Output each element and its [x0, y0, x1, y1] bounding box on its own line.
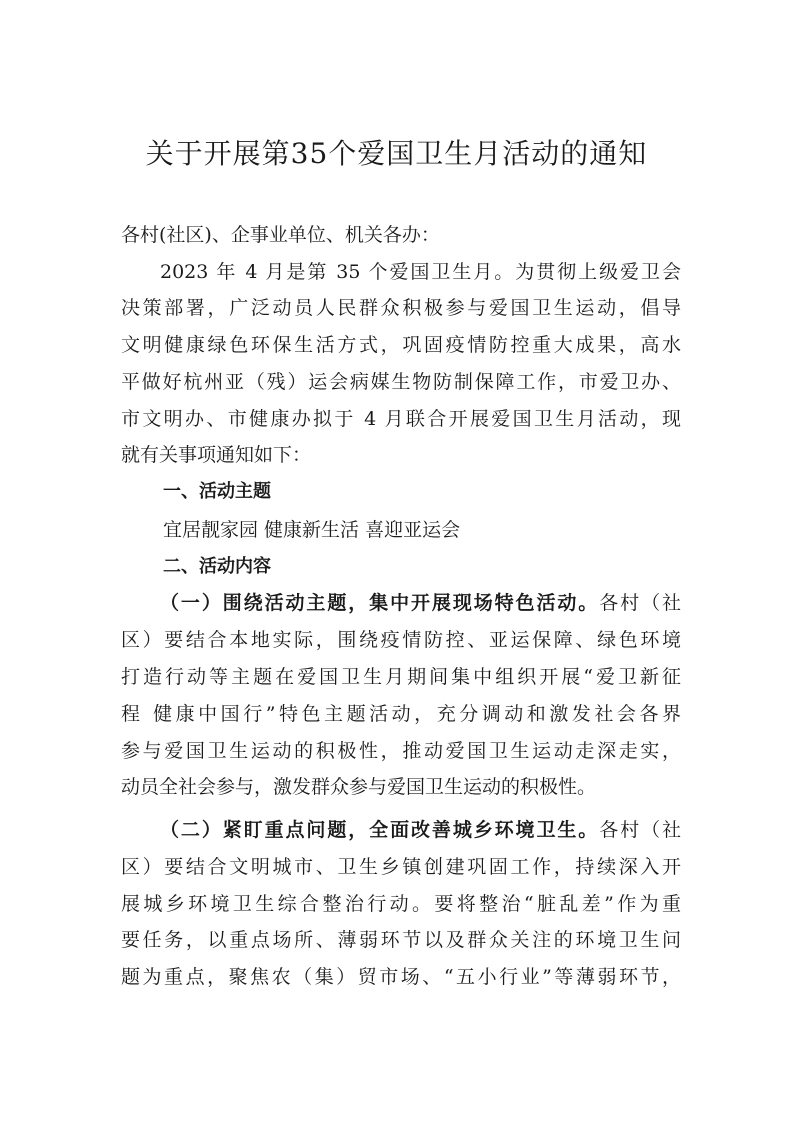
- item2-line: 展城乡环境卫生综合整治行动。要将整治“脏乱差”作为重: [121, 893, 681, 915]
- item1-line: 程 健康中国行”特色主题活动，充分调动和激发社会各界: [121, 703, 681, 725]
- item1-line: 参与爱国卫生运动的积极性，推动爱国卫生运动走深走实，: [121, 740, 681, 762]
- item1-line: 区）要结合本地实际，围绕疫情防控、亚运保障、绿色环境: [121, 629, 681, 651]
- item2-lead: （二）紧盯重点问题，全面改善城乡环境卫生。: [160, 819, 600, 841]
- intro-line: 决策部署，广泛动员人民群众积极参与爱国卫生运动，倡导: [121, 297, 681, 319]
- item2-line: 区）要结合文明城市、卫生乡镇创建巩固工作，持续深入开: [121, 856, 681, 878]
- intro-line: 文明健康绿色环保生活方式，巩固疫情防控重大成果，高水: [121, 334, 681, 356]
- document-title: 关于开展第35个爱国卫生月活动的通知: [145, 137, 648, 170]
- intro-line: 平做好杭州亚（残）运会病媒生物防制保障工作，市爱卫办、: [121, 371, 681, 393]
- item1-line: 打造行动等主题在爱国卫生月期间集中组织开展“爱卫新征: [121, 666, 681, 688]
- activity-theme: 宜居靓家园 健康新生活 喜迎亚运会: [163, 519, 461, 541]
- item2-first-rest: 各村（社: [599, 819, 681, 841]
- item1-first-rest: 各村（社: [599, 592, 681, 614]
- salutation: 各村(社区)、企事业单位、机关各办：: [121, 224, 440, 246]
- intro-line: 就有关事项通知如下：: [121, 444, 312, 466]
- section-heading-content: 二、活动内容: [163, 556, 271, 577]
- item1-lead: （一）围绕活动主题，集中开展现场特色活动。: [160, 592, 600, 614]
- item1-first-line: [160, 589, 681, 617]
- intro-line: 2023 年 4 月是第 35 个爱国卫生月。为贯彻上级爱卫会: [160, 261, 681, 283]
- item2-line: 题为重点，聚焦农（集）贸市场、“五小行业”等薄弱环节，: [121, 966, 681, 988]
- item2-line: 要任务，以重点场所、薄弱环节以及群众关注的环境卫生问: [121, 929, 681, 951]
- intro-line: 市文明办、市健康办拟于 4 月联合开展爱国卫生月活动，现: [121, 408, 681, 430]
- section-heading-theme: 一、活动主题: [163, 481, 271, 502]
- item1-line: 动员全社会参与，激发群众参与爱国卫生运动的积极性。: [121, 776, 597, 798]
- item2-first-line: [160, 816, 681, 844]
